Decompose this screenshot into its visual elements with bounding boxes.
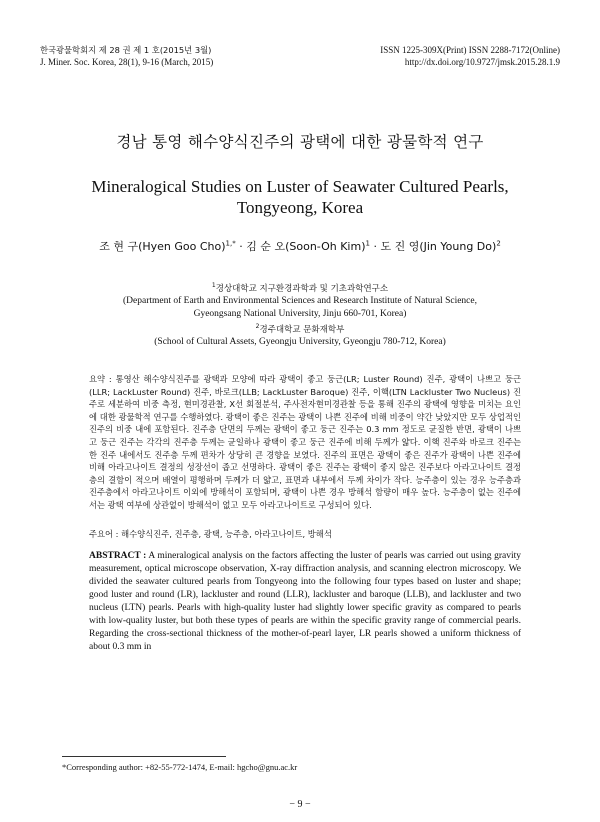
author-2-affil: 1: [365, 239, 370, 248]
affiliation-1-ko: $^1$경상대학교 지구환경과학과 및 기초과학연구소: [211, 282, 389, 294]
affiliation-1-en-line2: Gyeongsang National University, Jinju 660-701, Korea): [193, 309, 407, 320]
journal-citation-en: J. Miner. Soc. Korea, 28(1), 9-16 (March, 2015): [40, 57, 214, 67]
keywords-label: 주요어 :: [89, 529, 119, 539]
abstract-korean-text: 통영산 해수양식진주를 광택과 모양에 따라 광택이 좋고 둥근(LR; Luster Round) 진주, 광택이 나쁘고 둥근(LLR; LackLuster Round) 진주, 바로크(LLB; LackLuster Baroque) 진주, 이핵(LTN Lackluster Two Nucleus) 진주로 세분하여 비중 측정, 현미경관찰, X선 회절분석, 주사전자현미경관찰 등을 통해 진주의 광택에 영향을 미치는 요인에 대한 광물학적 연구를 수행하였다. 광택이 좋은 진주는 광택이 나쁜 진주에 비해 비중이 약간 낮았지만 모두 상업적인 진주의 비중 내에 포함된다. 진주층 단면의 두께는 광택이 좋고 둥근 진주는 0.3 mm 정도로 균질한 반면, 광택이 나쁘고 둥근 진주는 각각의 진주층 두께는 균일하나 광택이 좋고 둥근 진주에 비해 두께가 얇다. 이핵 진주와 바로크 진주는 한 진주 내에서도 진주층 두께 편차가 상당히 큰 경향을 보였다. 진주의 표면은 광택이 좋은 진주가 광택이 나쁜 진주에 비해 아라고나이트 결정의 성장선이 좁고 선명하다. 광택이 좋은 진주는 광택이 좋지 않은 진주보다 아라고나이트 결정층의 결함이 적으며 배열이 평행하며 두께가 더 얇고, 표면과 내부에서 두께 차이가 작다. 능주층이 있는 경우 능주층과 진주층에서 아라고나이트 이외에 방해석이 포함되며, 광택이 나쁜 경우 방해석 함량이 매우 높다. 능주층이 없는 진주에서는 광택 여부에 상관없이 방해석이 없고 모두 아라고나이트로 구성되어 있다.: [89, 374, 521, 510]
affiliation-1-en-line1: (Department of Earth and Environmental Sciences and Research Institute of Natural Science,: [122, 296, 477, 307]
doi-link[interactable]: http://dx.doi.org/10.9727/jmsk.2015.28.1.9: [404, 57, 560, 67]
issn: ISSN 1225-309X(Print) ISSN 2288-7172(Online): [380, 45, 560, 55]
affiliation-2-en: (School of Cultural Assets, Gyeongju University, Gyeongju 780-712, Korea): [154, 337, 446, 348]
journal-citation: [40, 44, 213, 68]
author-separator: ·: [235, 240, 247, 253]
journal-citation-ko: 한국광물학회지 제 28 권 제 1 호(2015년 3월): [40, 45, 212, 55]
author-list: [0, 238, 600, 254]
keywords-korean: [89, 528, 521, 540]
author-3: 도 진 영(Jin Young Do): [380, 240, 497, 253]
corresponding-author-footnote: *Corresponding author: +82-55-772-1474, E-mail: hgcho@gnu.ac.kr: [62, 762, 298, 772]
keywords-text: 해수양식진주, 진주층, 광택, 능주층, 아라고나이트, 방해석: [121, 529, 332, 539]
footnote-divider: [62, 756, 226, 757]
author-1: 조 현 구(Hyen Goo Cho): [99, 240, 226, 253]
abstract-english-text: A mineralogical analysis on the factors affecting the luster of pearls was carried out using gravity measurement, optical microscope observation, X-ray diffraction analysis, and scanning electron microscopy. We divided the seawater cultured pearls from Tongyeong into the following four types based on luster and shape; good luster and round (LR), lackluster and round (LLR), lackluster and baroque (LLB), and lackluster and two nucleus (LTN) pearls. Pearls with high-quality luster had slightly lower specific gravity as compared to pearls with low-quality luster, but both these types of pearls are within the specific gravity range of commercial pearls. Regarding the cross-sectional thickness of the mother-of-pearl layer, LR pearls showed a uniform thickness of about 0.3 mm in: [89, 551, 522, 652]
author-1-affil: 1,*: [225, 239, 236, 248]
title-english: [60, 176, 540, 218]
issn-doi: [380, 44, 560, 68]
author-separator: ·: [369, 240, 381, 253]
abstract-korean-label: 요약 :: [89, 374, 112, 384]
page-number: − 9 −: [289, 799, 311, 810]
author-2: 김 순 오(Soon-Oh Kim): [246, 240, 366, 253]
title-english-line1: Mineralogical Studies on Luster of Seawater Cultured Pearls,: [91, 177, 509, 196]
title-korean: 경남 통영 해수양식진주의 광택에 대한 광물학적 연구: [116, 133, 484, 151]
author-3-affil: 2: [496, 239, 501, 248]
affiliation-2-ko: $^2$경주대학교 문화재학부: [255, 322, 345, 335]
abstract-english-label: ABSTRACT :: [89, 551, 147, 561]
affiliations: [40, 280, 560, 349]
title-english-line2: Tongyeong, Korea: [236, 198, 364, 217]
abstract-korean: [89, 373, 521, 512]
abstract-english: [89, 550, 521, 654]
